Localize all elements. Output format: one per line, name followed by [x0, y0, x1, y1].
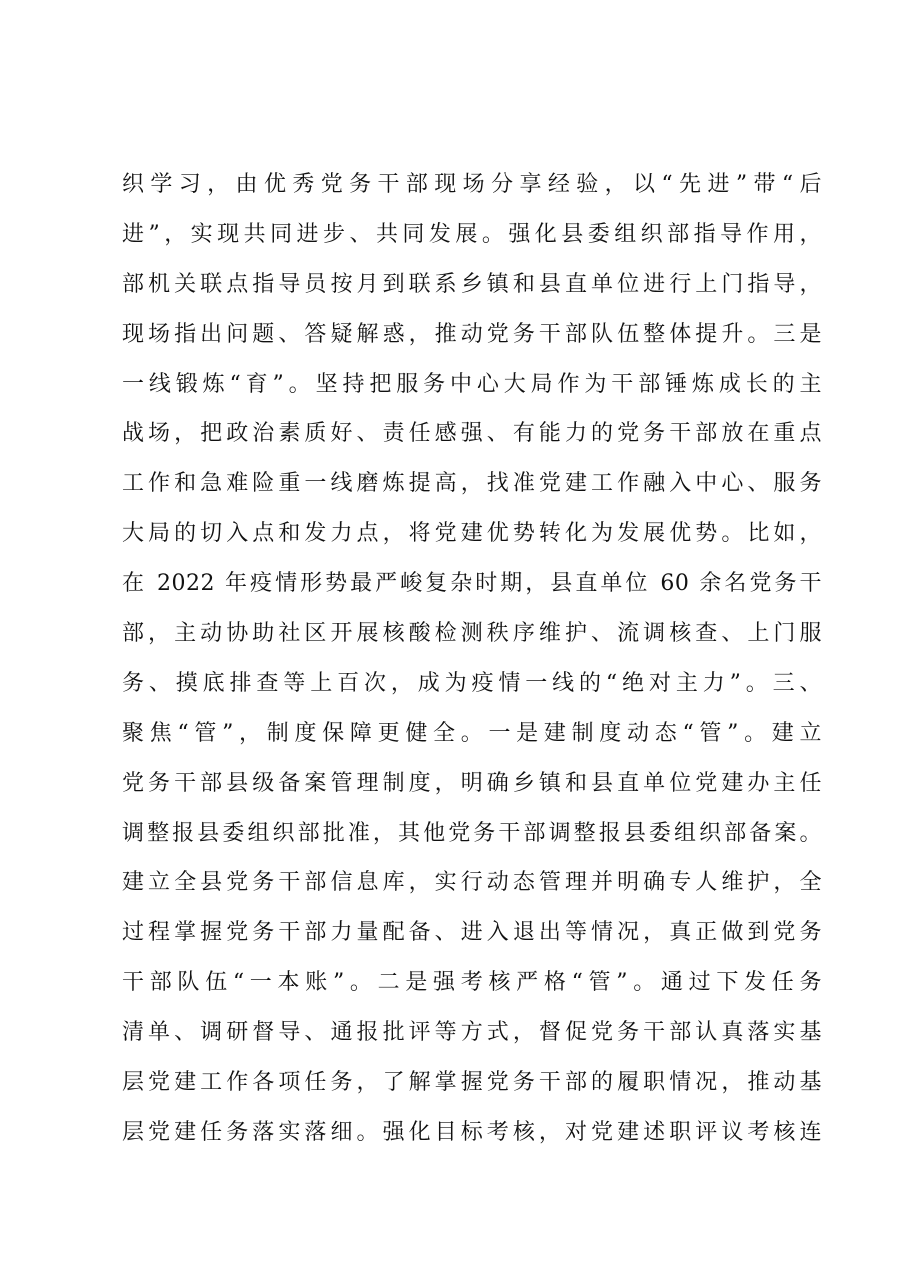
- text-line: 织学习，由优秀党务干部现场分享经验，以“先进”带“后: [122, 172, 822, 197]
- text-line: 一线锻炼“育”。坚持把服务中心大局作为干部锤炼成长的主: [122, 371, 822, 397]
- text-line: 党务干部县级备案管理制度，明确乡镇和县直单位党建办主任: [122, 770, 822, 796]
- text-line: 在 2022 年疫情形势最严峻复杂时期，县直单位 60 余名党务干: [122, 571, 822, 597]
- text-line: 干部队伍“一本账”。二是强考核严格“管”。通过下发任务: [122, 970, 822, 996]
- text-line: 现场指出问题、答疑解惑，推动党务干部队伍整体提升。三是: [122, 321, 822, 347]
- text-line: 进”，实现共同进步、共同发展。强化县委组织部指导作用，: [122, 221, 822, 247]
- text-line: 工作和急难险重一线磨炼提高，找准党建工作融入中心、服务: [122, 471, 822, 497]
- text-line: 调整报县委组织部批准，其他党务干部调整报县委组织部备案。: [122, 820, 822, 846]
- text-line: 层党建工作各项任务，了解掌握党务干部的履职情况，推动基: [122, 1070, 822, 1096]
- text-line: 清单、调研督导、通报批评等方式，督促党务干部认真落实基: [122, 1020, 822, 1046]
- text-line: 战场，把政治素质好、责任感强、有能力的党务干部放在重点: [122, 421, 822, 447]
- body-text: [122, 160, 822, 1158]
- text-line: 部机关联点指导员按月到联系乡镇和县直单位进行上门指导，: [122, 271, 822, 297]
- text-line: 务、摸底排查等上百次，成为疫情一线的“绝对主力”。三、: [122, 670, 822, 696]
- text-line: 过程掌握党务干部力量配备、进入退出等情况，真正做到党务: [122, 920, 822, 946]
- text-line: 部，主动协助社区开展核酸检测秩序维护、流调核查、上门服: [122, 621, 822, 647]
- text-line: 层党建任务落实落细。强化目标考核，对党建述职评议考核连: [122, 1119, 822, 1145]
- text-line: 聚焦“管”，制度保障更健全。一是建制度动态“管”。建立: [122, 720, 822, 746]
- text-line: 建立全县党务干部信息库，实行动态管理并明确专人维护，全: [122, 870, 822, 896]
- text-line: 大局的切入点和发力点，将党建优势转化为发展优势。比如，: [122, 521, 822, 547]
